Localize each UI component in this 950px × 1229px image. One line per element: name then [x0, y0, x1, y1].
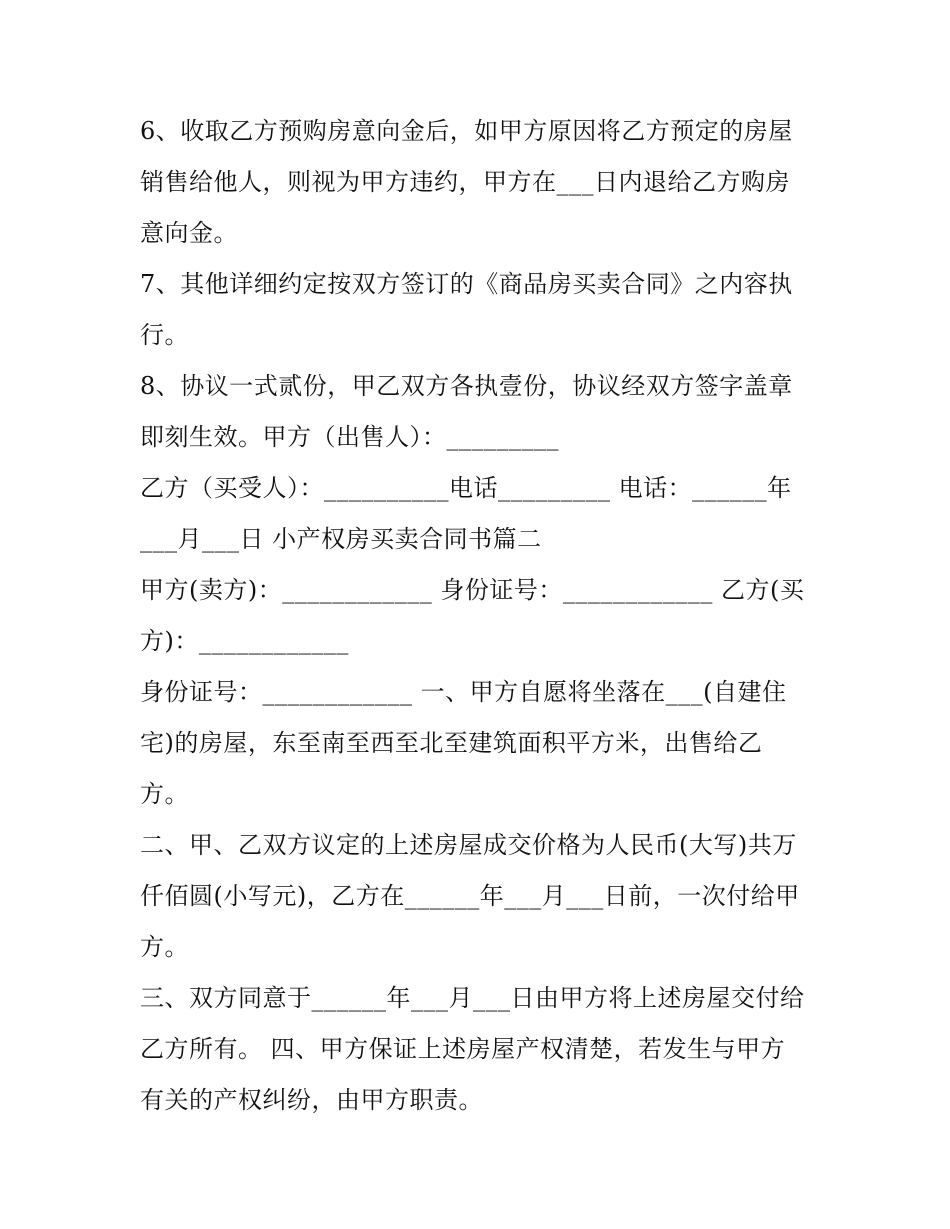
text-line: 行。	[140, 321, 189, 349]
text-line: 意向金。	[140, 219, 238, 247]
text-line: 甲方(卖方)：____________ 身份证号：____________ 乙方(买	[140, 576, 805, 604]
text-line: 7、其他详细约定按双方签订的《商品房买卖合同》之内容执	[140, 270, 793, 298]
text-line: 销售给他人，则视为甲方违约，甲方在___日内退给乙方购房	[140, 168, 790, 196]
text-line: 乙方（买受人）：__________电话_________ 电话：______年	[140, 474, 792, 502]
text-line: 方。	[140, 933, 189, 961]
section-title-line: ___月___日 小产权房买卖合同书篇二	[140, 525, 542, 553]
text-line: 方。	[140, 780, 189, 808]
text-line: 乙方所有。 四、甲方保证上述房屋产权清楚，若发生与甲方	[140, 1035, 786, 1063]
text-line: 6、收取乙方预购房意向金后，如甲方原因将乙方预定的房屋	[140, 117, 793, 145]
document-body	[140, 106, 830, 1126]
text-line: 身份证号：____________ 一、甲方自愿将坐落在___(自建住	[140, 678, 787, 706]
text-line: 有关的产权纠纷，由甲方职责。	[140, 1086, 483, 1114]
text-line: 即刻生效。甲方（出售人）：_________	[140, 423, 559, 451]
text-line: 宅)的房屋，东至南至西至北至建筑面积平方米，出售给乙	[140, 729, 763, 757]
text-line: 8、协议一式贰份，甲乙双方各执壹份，协议经双方签字盖章	[140, 372, 793, 400]
text-line: 方)：____________	[140, 627, 349, 655]
text-line: 三、双方同意于______年___月___日由甲方将上述房屋交付给	[140, 984, 805, 1012]
text-line: 二、甲、乙双方议定的上述房屋成交价格为人民币(大写)共万	[140, 831, 797, 859]
text-line: 仟佰圆(小写元)，乙方在______年___月___日前，一次付给甲	[140, 882, 800, 910]
